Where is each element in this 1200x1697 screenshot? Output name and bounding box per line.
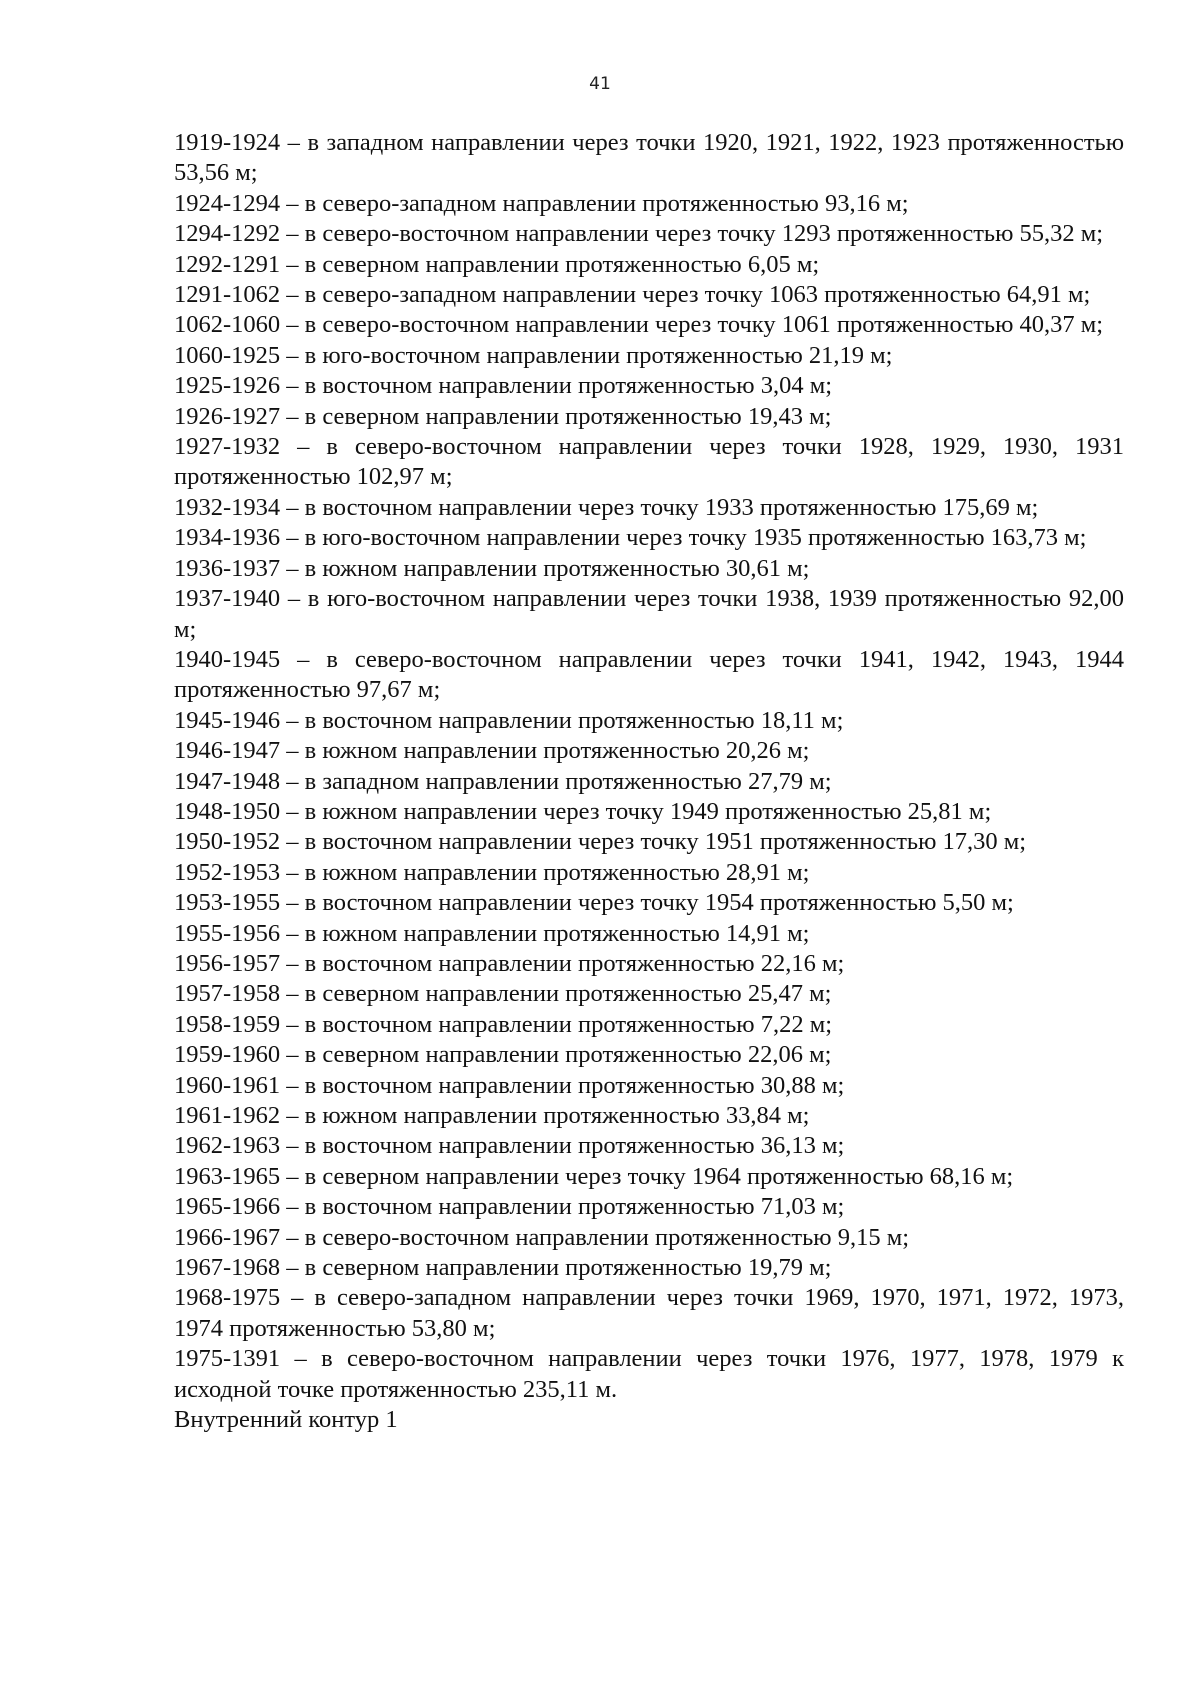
boundary-segment-paragraph: 1957-1958 – в северном направлении протяженностью 25,47 м; <box>174 980 832 1008</box>
boundary-segment-paragraph: 1967-1968 – в северном направлении протяженностью 19,79 м; <box>174 1254 832 1282</box>
boundary-segment-paragraph: 1932-1934 – в восточном направлении через точку 1933 протяженностью 175,69 м; <box>174 493 1039 521</box>
boundary-segment-paragraph: 1924-1294 – в северо-западном направлении протяженностью 93,16 м; <box>174 189 909 217</box>
boundary-segment-paragraph: 1952-1953 – в южном направлении протяженностью 28,91 м; <box>174 858 810 886</box>
boundary-segment-paragraph: 1965-1966 – в восточном направлении протяженностью 71,03 м; <box>174 1193 845 1221</box>
boundary-segment-paragraph: 1937-1940 – в юго-восточном направлении через точки 1938, 1939 протяженностью 92,00 м; <box>174 585 1124 643</box>
boundary-segment-paragraph: 1926-1927 – в северном направлении протяженностью 19,43 м; <box>174 402 832 430</box>
boundary-segment-paragraph: 1958-1959 – в восточном направлении протяженностью 7,22 м; <box>174 1010 833 1038</box>
boundary-segment-paragraph: 1950-1952 – в восточном направлении через точку 1951 протяженностью 17,30 м; <box>174 828 1027 856</box>
boundary-segment-paragraph: 1292-1291 – в северном направлении протяженностью 6,05 м; <box>174 250 820 278</box>
boundary-segment-paragraph: 1953-1955 – в восточном направлении через точку 1954 протяженностью 5,50 м; <box>174 889 1014 917</box>
boundary-segment-paragraph: 1919-1924 – в западном направлении через точки 1920, 1921, 1922, 1923 протяженностью 53,56 м; <box>174 129 1124 187</box>
boundary-segment-paragraph: 1947-1948 – в западном направлении протяженностью 27,79 м; <box>174 767 832 795</box>
boundary-segment-paragraph: 1948-1950 – в южном направлении через точку 1949 протяженностью 25,81 м; <box>174 797 992 825</box>
boundary-segment-paragraph: 1940-1945 – в северо-восточном направлении через точки 1941, 1942, 1943, 1944 протяженностью 97,67 м; <box>174 645 1124 704</box>
boundary-segment-paragraph: 1925-1926 – в восточном направлении протяженностью 3,04 м; <box>174 372 833 400</box>
boundary-segment-paragraph: 1927-1932 – в северо-восточном направлении через точки 1928, 1929, 1930, 1931 протяженностью 102,97 м; <box>174 433 1124 491</box>
boundary-segment-paragraph: 1936-1937 – в южном направлении протяженностью 30,61 м; <box>174 554 810 582</box>
boundary-segment-paragraph: 1966-1967 – в северо-восточном направлении протяженностью 9,15 м; <box>174 1223 910 1251</box>
boundary-segment-paragraph: 1946-1947 – в южном направлении протяженностью 20,26 м; <box>174 737 810 765</box>
boundary-segment-paragraph: 1956-1957 – в восточном направлении протяженностью 22,16 м; <box>174 949 845 977</box>
boundary-segment-paragraph: 1955-1956 – в южном направлении протяженностью 14,91 м; <box>174 919 810 947</box>
boundary-segment-paragraph: 1060-1925 – в юго-восточном направлении протяженностью 21,19 м; <box>174 341 893 369</box>
boundary-segment-paragraph: 1294-1292 – в северо-восточном направлении через точку 1293 протяженностью 55,32 м; <box>174 220 1104 248</box>
section-heading-inner-contour: Внутренний контур 1 <box>174 1406 398 1434</box>
boundary-segment-paragraph: 1934-1936 – в юго-восточном направлении через точку 1935 протяженностью 163,73 м; <box>174 524 1087 552</box>
boundary-segment-paragraph: 1968-1975 – в северо-западном направлении через точки 1969, 1970, 1971, 1972, 1973, 1974 протяженностью 53,80 м; <box>174 1284 1124 1342</box>
document-body <box>174 128 1124 1435</box>
boundary-segment-paragraph: 1963-1965 – в северном направлении через точку 1964 протяженностью 68,16 м; <box>174 1162 1014 1190</box>
boundary-segment-paragraph: 1062-1060 – в северо-восточном направлении через точку 1061 протяженностью 40,37 м; <box>174 311 1104 339</box>
boundary-segment-paragraph: 1960-1961 – в восточном направлении протяженностью 30,88 м; <box>174 1071 845 1099</box>
boundary-segment-paragraph: 1975-1391 – в северо-восточном направлении через точки 1976, 1977, 1978, 1979 к исходной точке протяженностью 235,11 м. <box>174 1345 1124 1403</box>
boundary-segment-paragraph: 1959-1960 – в северном направлении протяженностью 22,06 м; <box>174 1041 832 1069</box>
page-number: 41 <box>589 74 611 94</box>
boundary-segment-paragraph: 1961-1962 – в южном направлении протяженностью 33,84 м; <box>174 1102 810 1129</box>
boundary-segment-paragraph: 1945-1946 – в восточном направлении протяженностью 18,11 м; <box>174 706 844 734</box>
boundary-segment-paragraph: 1962-1963 – в восточном направлении протяженностью 36,13 м; <box>174 1132 845 1160</box>
boundary-segment-paragraph: 1291-1062 – в северо-западном направлении через точку 1063 протяженностью 64,91 м; <box>174 281 1091 309</box>
